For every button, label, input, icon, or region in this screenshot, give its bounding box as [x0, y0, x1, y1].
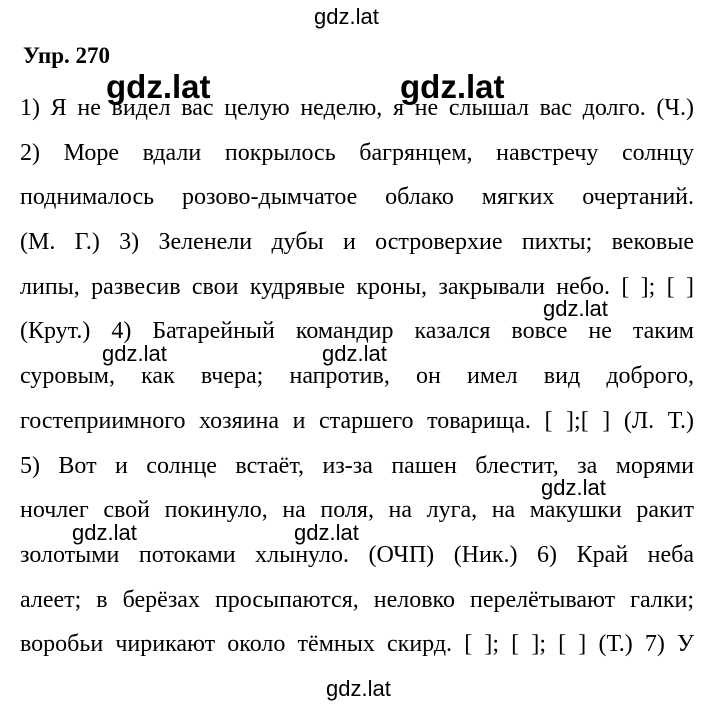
text-line: (М. Г.) 3) Зеленели дубы и островерхие пихты; вековые [20, 229, 694, 256]
text-line: золотыми потоками хлынуло. (ОЧП) (Ник.) 6) Край неба [20, 541, 694, 568]
exercise-heading: Упр. 270 [23, 43, 111, 68]
watermark: gdz.lat [326, 676, 391, 701]
text-line: липы, развесив свои кудрявые кроны, закрывали небо. [ ]; [ ] [20, 273, 694, 300]
text-line: 5) Вот и солнце встаёт, из-за пашен блестит, за морями [20, 452, 694, 479]
text-line: ночлег свой покинуло, на поля, на луга, на макушки ракит [20, 497, 694, 524]
text-line: суровым, как вчера; напротив, он имел вид доброго, [20, 363, 694, 390]
watermark: gdz.lat [102, 341, 167, 366]
text-line: воробьи чирикают около тёмных скирд. [ ]; [ ]; [ ] (Т.) 7) У [20, 631, 694, 658]
watermark: gdz.lat [322, 341, 387, 366]
watermark: gdz.lat [400, 68, 505, 105]
text-line: 2) Море вдали покрылось багрянцем, навстречу солнцу [20, 139, 694, 166]
text-line: 1) Я не видел вас целую неделю, я не слышал вас долго. (Ч.) [20, 95, 694, 121]
text-line: поднималось розово-дымчатое облако мягких очертаний. [20, 184, 694, 211]
watermark: gdz.lat [294, 520, 359, 545]
watermark: gdz.lat [72, 520, 137, 545]
watermark: gdz.lat [541, 475, 606, 500]
watermark: gdz.lat [543, 296, 608, 321]
watermark: gdz.lat [106, 68, 211, 105]
text-line: алеет; в берёзах просыпаются, неловко перелётывают галки; [20, 586, 694, 613]
text-line: гостеприимного хозяина и старшего товарища. [ ];[ ] (Л. Т.) [20, 407, 694, 434]
exercise-text [20, 86, 694, 667]
text-line: (Крут.) 4) Батарейный командир казался вовсе не таким [20, 318, 694, 345]
watermark: gdz.lat [314, 4, 379, 29]
